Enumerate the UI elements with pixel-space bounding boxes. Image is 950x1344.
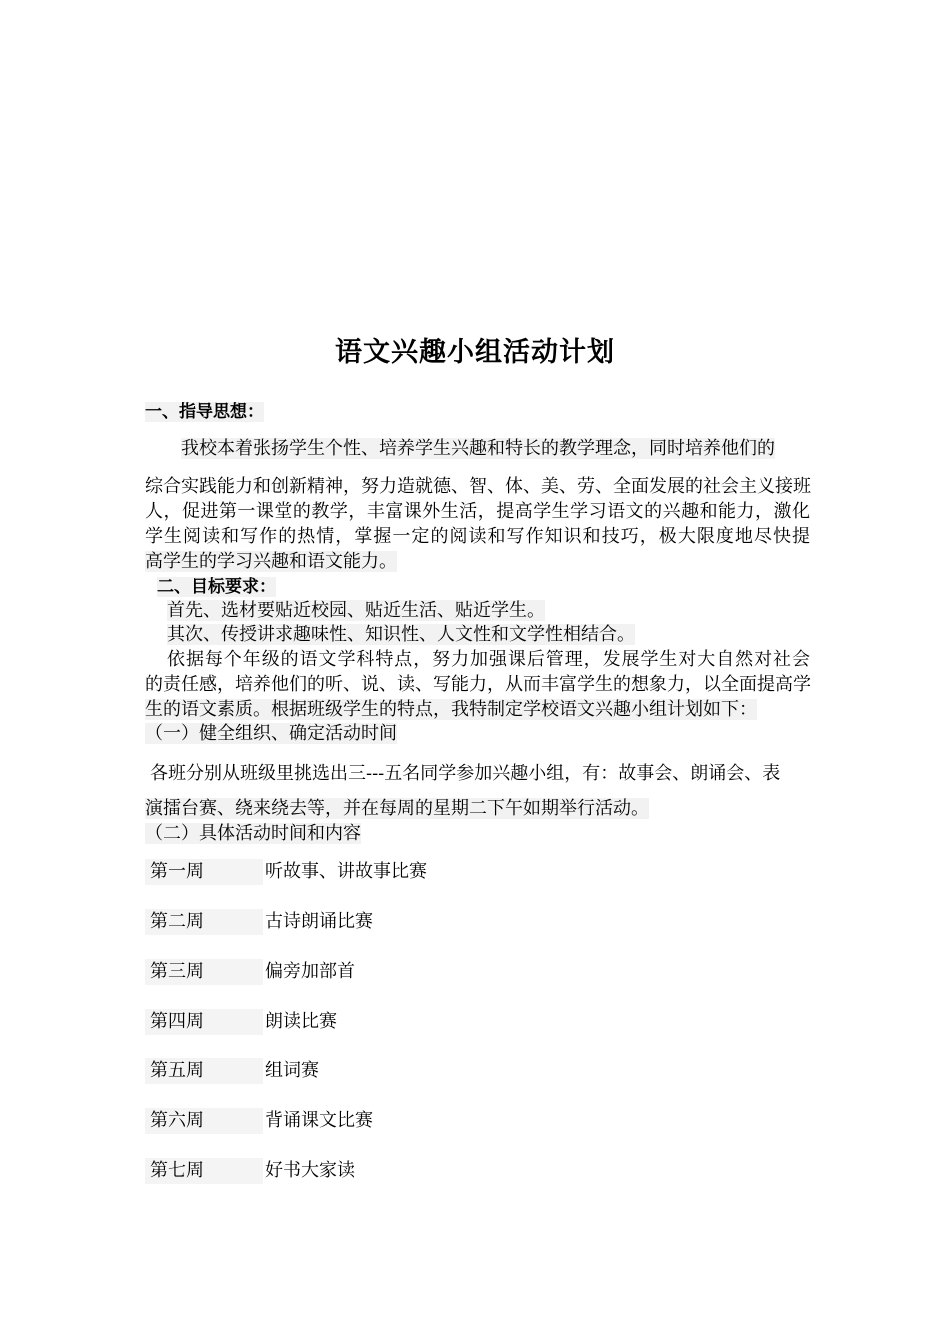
part2-heading <box>145 822 810 846</box>
section2-first <box>145 599 810 623</box>
schedule-week: 第四周 <box>145 1009 263 1035</box>
part1-line-2 <box>145 797 810 821</box>
part1-heading <box>145 722 810 746</box>
part2-heading-text: （二）具体活动时间和内容 <box>145 823 361 844</box>
schedule-week: 第六周 <box>145 1108 263 1134</box>
section2-basis-line-2: 的责任感，培养他们的听、说、读、写能力，从而丰富学生的想象力，以全面提高学 <box>145 674 811 695</box>
section2-basis-line-3-text: 生的语文素质。根据班级学生的特点，我特制定学校语文兴趣小组计划如下： <box>145 699 757 720</box>
part1-heading-text: （一）健全组织、确定活动时间 <box>145 723 397 744</box>
schedule-week: 第二周 <box>145 909 263 935</box>
section2-second-text: 其次、传授讲求趣味性、知识性、人文性和文学性相结合。 <box>167 624 635 645</box>
section2-heading-text: 二、目标要求： <box>157 577 276 597</box>
part1-line-1: 各班分别从班级里挑选出三---五名同学参加兴趣小组，有：故事会、朗诵会、表 <box>150 763 781 784</box>
schedule-activity: 背诵课文比赛 <box>265 1110 373 1131</box>
schedule-activity: 古诗朗诵比赛 <box>265 911 373 932</box>
part1-line-2-text: 演擂台赛、绕来绕去等，并在每周的星期二下午如期举行活动。 <box>145 798 649 819</box>
document-title: 语文兴趣小组活动计划 <box>335 337 615 368</box>
section1-heading <box>145 400 810 424</box>
section2-first-text: 首先、选材要贴近校园、贴近生活、贴近学生。 <box>167 600 545 621</box>
schedule-week: 第一周 <box>145 859 263 885</box>
section2-second <box>145 623 810 647</box>
section2-basis-line-1: 依据每个年级的语文学科特点，努力加强课后管理，发展学生对大自然对社会 <box>167 649 810 670</box>
section1-line-5 <box>145 550 810 574</box>
section1-line-3: 人，促进第一课堂的教学，丰富课外生活，提高学生学习语文的兴趣和能力，激化 <box>145 501 810 522</box>
section1-line-1 <box>145 437 810 461</box>
section1-heading-text: 一、指导思想： <box>145 402 264 422</box>
schedule-activity: 偏旁加部首 <box>265 961 355 982</box>
section2-heading <box>145 575 810 599</box>
section2-basis-line-3 <box>145 698 810 722</box>
section1-line-5-text: 高学生的学习兴趣和语文能力。 <box>145 551 397 572</box>
schedule-week: 第七周 <box>145 1158 263 1184</box>
schedule-activity: 好书大家读 <box>265 1160 355 1181</box>
section1-line-2: 综合实践能力和创新精神，努力造就德、智、体、美、劳、全面发展的社会主义接班 <box>145 476 811 497</box>
section1-line-1-text: 我校本着张扬学生个性、培养学生兴趣和特长的教学理念，同时培养他们的 <box>181 438 775 459</box>
schedule-week: 第三周 <box>145 959 263 985</box>
schedule-activity: 朗读比赛 <box>265 1011 337 1032</box>
schedule-activity: 听故事、讲故事比赛 <box>265 861 427 882</box>
section1-line-4: 学生阅读和写作的热情，掌握一定的阅读和写作知识和技巧，极大限度地尽快提 <box>145 526 810 547</box>
schedule-activity: 组词赛 <box>265 1060 319 1081</box>
schedule-week: 第五周 <box>145 1058 263 1084</box>
